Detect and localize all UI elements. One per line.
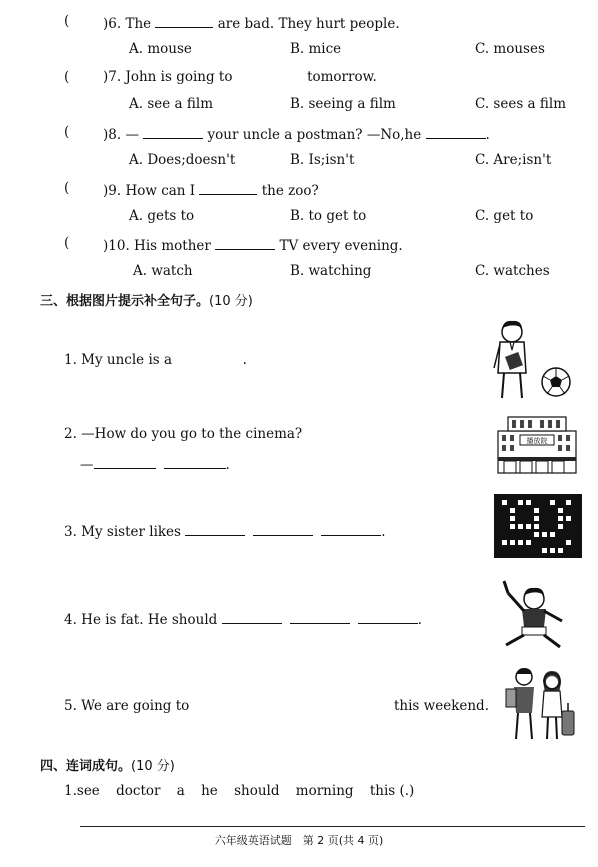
s3-item4-end: . xyxy=(417,612,422,628)
q9-text-before: How can I xyxy=(125,183,196,199)
s3-item4-blank-2[interactable] xyxy=(290,609,350,624)
section3-heading xyxy=(40,290,253,309)
s4-word-see: see xyxy=(76,783,100,799)
q6-option-a: A. mouse xyxy=(129,41,192,57)
s3-item2-answer-line xyxy=(80,454,230,473)
q6-option-b: B. mice xyxy=(290,41,342,57)
s4-word-this: this (.) xyxy=(369,783,415,799)
q8-text-middle: your uncle a postman? —No,he xyxy=(207,127,422,143)
s4-word-morning: morning xyxy=(295,783,354,799)
crossword-puzzle-illustration xyxy=(494,494,582,558)
s3-item3-text: 3. My sister likes xyxy=(64,524,181,540)
q8-answer-blank-2[interactable] xyxy=(426,124,486,139)
s4-word-a: a xyxy=(176,783,185,799)
q8-option-b: B. Is;isn't xyxy=(290,152,355,168)
q10-paren: ( xyxy=(64,235,70,251)
s3-item4-blank-3[interactable] xyxy=(358,609,418,624)
s3-item1-end: . xyxy=(242,352,247,368)
section4-title: 四、连词成句。 xyxy=(40,759,132,774)
q8-text-after: . xyxy=(485,127,490,143)
s3-item5-answer-space[interactable] xyxy=(190,696,390,714)
cinema-building-illustration xyxy=(496,413,578,475)
q7-text-after: tomorrow. xyxy=(307,69,377,85)
s3-item2-end: . xyxy=(225,457,230,473)
q7-stem xyxy=(103,69,377,85)
s3-item5-end: this weekend. xyxy=(394,698,489,714)
q7-paren: ( xyxy=(64,69,70,85)
q6-text-before: The xyxy=(125,16,152,32)
s3-item2-dash: — xyxy=(80,457,94,473)
q6-text-after: are bad. They hurt people. xyxy=(217,16,400,32)
traveling-couple-illustration xyxy=(496,665,578,741)
q7-option-c: C. sees a film xyxy=(475,96,567,112)
s3-item4 xyxy=(64,609,422,628)
s4-item1-number: 1. xyxy=(64,783,77,799)
q7-number: )7. xyxy=(103,69,122,85)
s3-item3-end: . xyxy=(381,524,386,540)
q10-option-c: C. watches xyxy=(475,263,550,279)
section4-score: (10 分) xyxy=(131,759,175,774)
section3-title: 三、根据图片提示补全句子。 xyxy=(40,294,210,309)
section3-score: (10 分) xyxy=(209,294,253,309)
q6-paren: ( xyxy=(64,13,70,29)
q9-number: )9. xyxy=(103,183,122,199)
q9-text-after: the zoo? xyxy=(261,183,319,199)
q8-stem xyxy=(103,124,490,143)
s3-item3-blank-2[interactable] xyxy=(253,521,313,536)
s4-item1 xyxy=(64,783,414,799)
q6-option-c: C. mouses xyxy=(475,41,545,57)
q8-paren: ( xyxy=(64,124,70,140)
q10-option-b: B. watching xyxy=(290,263,372,279)
s3-item1 xyxy=(64,352,247,368)
s3-item1-text: 1. My uncle is a xyxy=(64,352,173,368)
s3-item2-blank-1[interactable] xyxy=(94,454,156,469)
q9-stem xyxy=(103,180,319,199)
boy-exercising-illustration xyxy=(494,575,576,649)
q9-paren: ( xyxy=(64,180,70,196)
q8-answer-blank-1[interactable] xyxy=(143,124,203,139)
q9-option-a: A. gets to xyxy=(129,208,195,224)
q8-option-c: C. Are;isn't xyxy=(475,152,552,168)
q10-text-before: His mother xyxy=(134,238,211,254)
cinema-sign-text: 播放院 xyxy=(526,437,548,445)
q6-stem xyxy=(103,13,400,32)
q10-text-after: TV every evening. xyxy=(279,238,403,254)
q10-answer-blank[interactable] xyxy=(215,235,275,250)
q8-number: )8. xyxy=(103,127,122,143)
q6-number: )6. xyxy=(103,16,122,32)
q10-number: )10. xyxy=(103,238,130,254)
q7-option-b: B. seeing a film xyxy=(290,96,396,112)
q7-option-a: A. see a film xyxy=(129,96,213,112)
man-with-ball-illustration xyxy=(488,318,576,400)
page-footer: 六年级英语试题 第 2 页(共 4 页) xyxy=(214,834,384,847)
q9-answer-blank[interactable] xyxy=(199,180,257,195)
s3-item4-text: 4. He is fat. He should xyxy=(64,612,218,628)
q7-text-before: John is going to xyxy=(125,69,233,85)
q6-answer-blank[interactable] xyxy=(155,13,213,28)
s4-word-he: he xyxy=(201,783,218,799)
s3-item5-text: 5. We are going to xyxy=(64,698,190,714)
s3-item3-blank-3[interactable] xyxy=(321,521,381,536)
q8-text-before: — xyxy=(125,127,139,143)
s3-item2-question: 2. —How do you go to the cinema? xyxy=(64,426,303,442)
footer-divider xyxy=(80,826,585,827)
q8-option-a: A. Does;doesn't xyxy=(129,152,236,168)
s3-item2-blank-2[interactable] xyxy=(164,454,226,469)
s3-item3-blank-1[interactable] xyxy=(185,521,245,536)
q9-option-b: B. to get to xyxy=(290,208,367,224)
q10-option-a: A. watch xyxy=(133,263,193,279)
s4-word-should: should xyxy=(234,783,280,799)
s3-item4-blank-1[interactable] xyxy=(222,609,282,624)
section4-heading xyxy=(40,755,175,774)
q9-option-c: C. get to xyxy=(475,208,534,224)
s4-word-doctor: doctor xyxy=(116,783,161,799)
s3-item3 xyxy=(64,521,386,540)
q10-stem xyxy=(103,235,403,254)
